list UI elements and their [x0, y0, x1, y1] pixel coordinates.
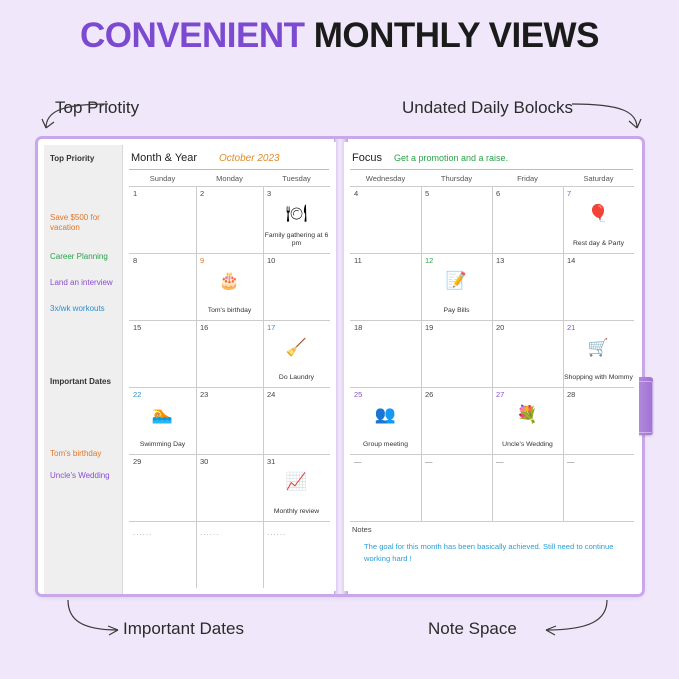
- calendar-cell[interactable]: [129, 253, 196, 320]
- cell-date-number: 14: [567, 256, 576, 265]
- cell-date-number: 11: [354, 256, 362, 265]
- cell-event-text: Group meeting: [363, 441, 408, 448]
- calendar-cell[interactable]: [350, 387, 421, 454]
- right-header-rule: [350, 169, 633, 170]
- calendar-cell[interactable]: [129, 186, 196, 253]
- calendar-cell[interactable]: [350, 253, 421, 320]
- calendar-cell[interactable]: [492, 320, 563, 387]
- cell-date-number: ......: [133, 528, 153, 537]
- calendar-cell[interactable]: [263, 387, 330, 454]
- calendar-cell[interactable]: [563, 320, 634, 387]
- cell-event-icon: 🧹: [285, 338, 308, 357]
- cell-date-number: —: [567, 457, 575, 466]
- calendar-cell[interactable]: [563, 186, 634, 253]
- calendar-cell[interactable]: [492, 253, 563, 320]
- callout-top-priority: Top Priotity: [55, 98, 140, 117]
- calendar-cell[interactable]: [129, 387, 196, 454]
- cell-date-number: 23: [200, 390, 209, 399]
- dow-monday: Monday: [216, 174, 243, 183]
- cell-event-icon: 📈: [285, 472, 308, 491]
- cell-date-number: 4: [354, 189, 359, 198]
- cell-date-number: 17: [267, 323, 276, 332]
- calendar-cell[interactable]: [492, 454, 563, 521]
- cell-event-text: Uncle's Wedding: [502, 441, 553, 448]
- cell-date-number: ......: [267, 528, 287, 537]
- cell-date-number: 8: [133, 256, 138, 265]
- dow-saturday: Saturday: [583, 174, 614, 183]
- cell-date-number: 1: [133, 189, 138, 198]
- left-page: [41, 142, 336, 591]
- page-title-part1: CONVENIENT: [80, 16, 314, 55]
- sidebar-heading: Top Priority: [50, 154, 95, 163]
- cell-date-number: 31: [267, 457, 276, 466]
- calendar-cell[interactable]: [350, 186, 421, 253]
- calendar-cell[interactable]: [421, 253, 492, 320]
- grid-divider: [421, 186, 422, 521]
- calendar-cell[interactable]: [263, 320, 330, 387]
- calendar-cell[interactable]: [563, 387, 634, 454]
- cell-date-number: 20: [496, 323, 505, 332]
- calendar-cell[interactable]: [196, 387, 263, 454]
- priority-item-3[interactable]: 3x/wk workouts: [50, 304, 105, 313]
- calendar-cell[interactable]: [196, 186, 263, 253]
- calendar-cell[interactable]: [129, 454, 196, 521]
- calendar-cell[interactable]: [263, 186, 330, 253]
- cell-event-icon: 🎂: [218, 271, 241, 290]
- grid-divider: [263, 186, 264, 588]
- dow-thursday: Thursday: [440, 174, 473, 183]
- left-header-rule: [129, 169, 329, 170]
- calendar-cell[interactable]: [421, 387, 492, 454]
- cell-date-number: —: [354, 457, 362, 466]
- calendar-cell[interactable]: [421, 320, 492, 387]
- cell-date-number: 15: [133, 323, 142, 332]
- grid-divider: [492, 186, 493, 521]
- cell-date-number: 9: [200, 256, 205, 265]
- cell-event-text: Swimming Day: [139, 441, 186, 448]
- callout-important-dates: Important Dates: [123, 619, 244, 638]
- cell-event-text: Tom's birthday: [207, 307, 252, 314]
- cell-date-number: 7: [567, 189, 572, 198]
- page-title-part2: MONTHLY VIEWS: [313, 16, 599, 55]
- calendar-cell[interactable]: [350, 320, 421, 387]
- cell-date-number: 27: [496, 390, 505, 399]
- cell-date-number: —: [496, 457, 504, 466]
- cell-event-icon: 🍽: [285, 204, 308, 223]
- calendar-cell[interactable]: [196, 320, 263, 387]
- sidebar-important-dates-heading: Important Dates: [50, 377, 111, 386]
- notes-label: Notes: [352, 525, 372, 534]
- cell-date-number: 26: [425, 390, 434, 399]
- calendar-cell[interactable]: [492, 387, 563, 454]
- calendar-cell[interactable]: [350, 454, 421, 521]
- cell-event-text: Family gathering at 6 pm: [264, 232, 329, 247]
- calendar-cell[interactable]: [421, 454, 492, 521]
- calendar-cell[interactable]: [263, 521, 330, 588]
- calendar-cell[interactable]: [563, 454, 634, 521]
- cell-date-number: 12: [425, 256, 434, 265]
- calendar-cell[interactable]: [421, 186, 492, 253]
- month-year-label: Month & Year: [131, 152, 198, 164]
- cell-event-icon: 🎈: [587, 204, 610, 223]
- right-dow-row: [350, 174, 634, 183]
- callout-undated-daily-blocks: Undated Daily Bolocks: [402, 98, 574, 117]
- cell-event-icon: 📝: [445, 271, 468, 290]
- callout-note-space: Note Space: [428, 619, 517, 638]
- calendar-cell[interactable]: [263, 253, 330, 320]
- left-dow-row: [129, 174, 330, 183]
- dow-sunday: Sunday: [149, 174, 176, 183]
- cell-date-number: —: [425, 457, 433, 466]
- cell-date-number: 29: [133, 457, 142, 466]
- cell-event-text: Monthly review: [273, 508, 320, 515]
- calendar-cell[interactable]: [263, 454, 330, 521]
- grid-divider: [563, 186, 564, 521]
- cell-date-number: 28: [567, 390, 576, 399]
- cell-date-number: 25: [354, 390, 363, 399]
- grid-divider: [196, 186, 197, 588]
- cell-date-number: 16: [200, 323, 209, 332]
- cell-date-number: 18: [354, 323, 363, 332]
- cell-event-text: Pay Bills: [443, 307, 470, 314]
- cell-date-number: 10: [267, 256, 276, 265]
- cell-date-number: 2: [200, 189, 205, 198]
- planner-book: [38, 139, 642, 594]
- calendar-cell[interactable]: [563, 253, 634, 320]
- right-page: [344, 142, 639, 591]
- cell-event-text: Do Laundry: [278, 374, 315, 381]
- cell-date-number: 24: [267, 390, 276, 399]
- calendar-cell[interactable]: [196, 253, 263, 320]
- cell-date-number: 6: [496, 189, 501, 198]
- page-title: [0, 16, 679, 56]
- priority-item-1[interactable]: Career Planning: [50, 252, 108, 261]
- calendar-cell[interactable]: [196, 454, 263, 521]
- cell-date-number: 22: [133, 390, 142, 399]
- priority-item-2[interactable]: Land an interview: [50, 278, 113, 287]
- notes-top-rule: [350, 521, 634, 522]
- cell-event-icon: 💐: [516, 405, 539, 424]
- dow-friday: Friday: [517, 174, 538, 183]
- important-date-1[interactable]: Uncle's Wedding: [50, 471, 110, 480]
- cell-date-number: ......: [200, 528, 220, 537]
- important-date-0[interactable]: Tom's birthday: [50, 449, 102, 458]
- top-priority-sidebar: [44, 145, 123, 594]
- dow-tuesday: Tuesday: [282, 174, 311, 183]
- focus-label: Focus: [352, 152, 382, 164]
- priority-item-0[interactable]: Save $500 for vacation: [50, 213, 100, 232]
- calendar-cell[interactable]: [129, 521, 196, 588]
- cell-date-number: 3: [267, 189, 272, 198]
- focus-value[interactable]: Get a promotion and a raise.: [394, 153, 509, 163]
- cell-event-text: Shopping with Mommy: [564, 374, 633, 381]
- cell-event-icon: 👥: [374, 405, 397, 424]
- cell-event-icon: 🏊: [151, 405, 174, 424]
- notes-text[interactable]: The goal for this month has been basically achieved. Still need to continue working hard !: [364, 542, 614, 563]
- calendar-cell[interactable]: [129, 320, 196, 387]
- month-year-value[interactable]: October 2023: [219, 153, 280, 164]
- cell-date-number: 21: [567, 323, 576, 332]
- dow-wednesday: Wednesday: [365, 174, 406, 183]
- cell-date-number: 13: [496, 256, 505, 265]
- calendar-cell[interactable]: [196, 521, 263, 588]
- cell-date-number: 30: [200, 457, 209, 466]
- calendar-cell[interactable]: [492, 186, 563, 253]
- cell-date-number: 19: [425, 323, 434, 332]
- cell-event-icon: 🛒: [587, 338, 610, 357]
- cell-date-number: 5: [425, 189, 430, 198]
- cell-event-text: Rest day & Party: [573, 240, 624, 247]
